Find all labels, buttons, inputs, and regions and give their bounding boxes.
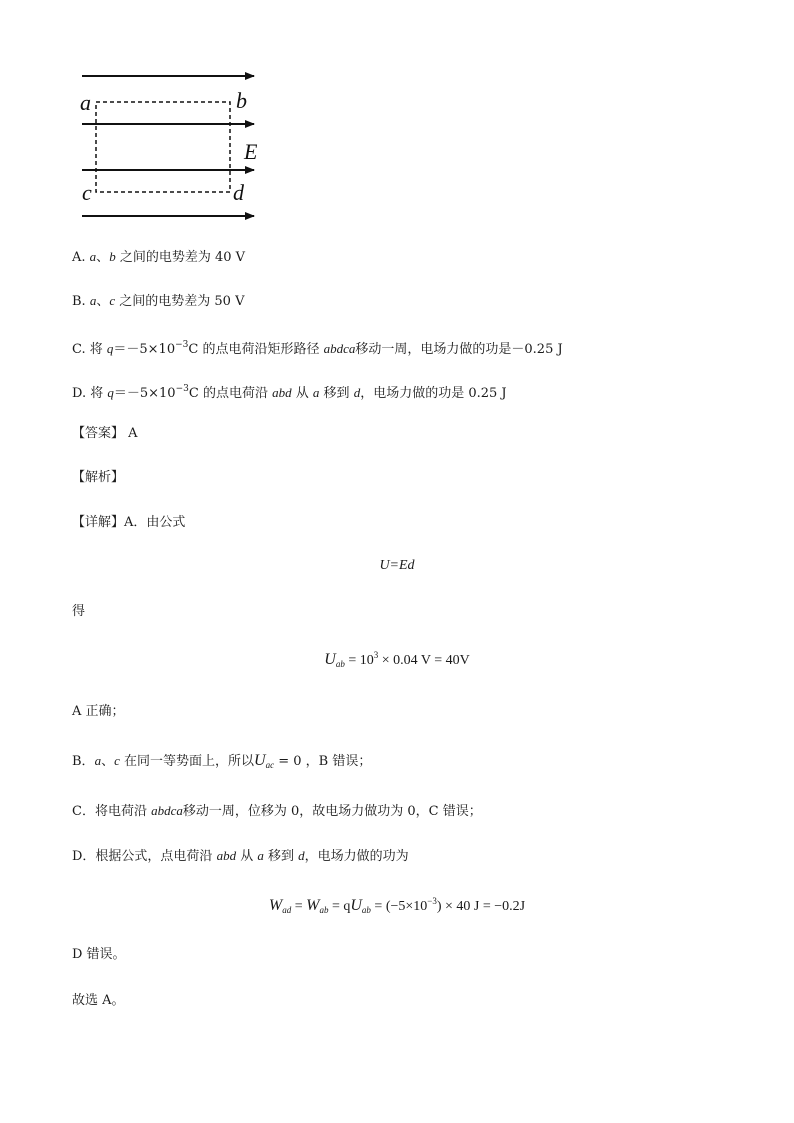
option-b: B. a、c 之间的电势差为 50 V [72, 293, 245, 309]
option-c: C. 将 $q=-5\times 10^{-3}C$ 的点电荷沿矩形路径 abdca移动一周，电场力做的功是－0.25 J [72, 340, 563, 357]
equation-wad: $W_{ad} = W_{ab} = qU_{ab} = (-5\times 10^{-3}) \times 40$ J = −0.2J [268, 896, 526, 915]
answer-value: A [128, 426, 138, 441]
a-correct-line: A 正确； [72, 704, 125, 719]
label-c: c [82, 180, 92, 205]
option-d: D. 将 $q=-5\times 10^{-3}C$ 的点电荷沿 abd 从 a 移到 d，电场力做的功是 0.25 J [72, 384, 507, 401]
analysis-tag: 【解析】 [72, 470, 125, 485]
equation-u-ed: U=Ed [379, 558, 415, 573]
answer-line [72, 425, 138, 443]
b-analysis-line: B．a、c 在同一等势面上，所以$U_{ac} = 0$ ，B 错误； [72, 752, 372, 770]
de-line: 得 [72, 604, 86, 619]
option-a: A. a、b 之间的电势差为 40 V [72, 249, 246, 265]
detail-line: 【详解】A．由公式 [72, 515, 186, 530]
d-wrong-line: D 错误。 [72, 947, 126, 962]
label-d: d [233, 180, 244, 205]
label-b: b [236, 88, 247, 113]
analysis-line [72, 469, 124, 487]
d-analysis-line: D．根据公式，点电荷沿 abd 从 a 移到 d，电场力做的功为 [72, 848, 409, 864]
equation-uab: $U_{ab} = 10^3 \times 0.04$ V = 40V [324, 650, 470, 669]
answer-tag: 【答案】 [72, 426, 125, 441]
c-analysis-line: C．将电荷沿 abdca移动一周，位移为 0，故电场力做功为 0，C 错误； [72, 803, 482, 819]
electric-field-diagram [76, 64, 276, 234]
label-a: a [80, 90, 91, 115]
choose-line: 故选 A。 [72, 993, 125, 1008]
detail-tag: 【详解】 [72, 515, 125, 530]
label-E: E [244, 139, 258, 164]
dashed-rectangle-abdc [96, 102, 230, 192]
